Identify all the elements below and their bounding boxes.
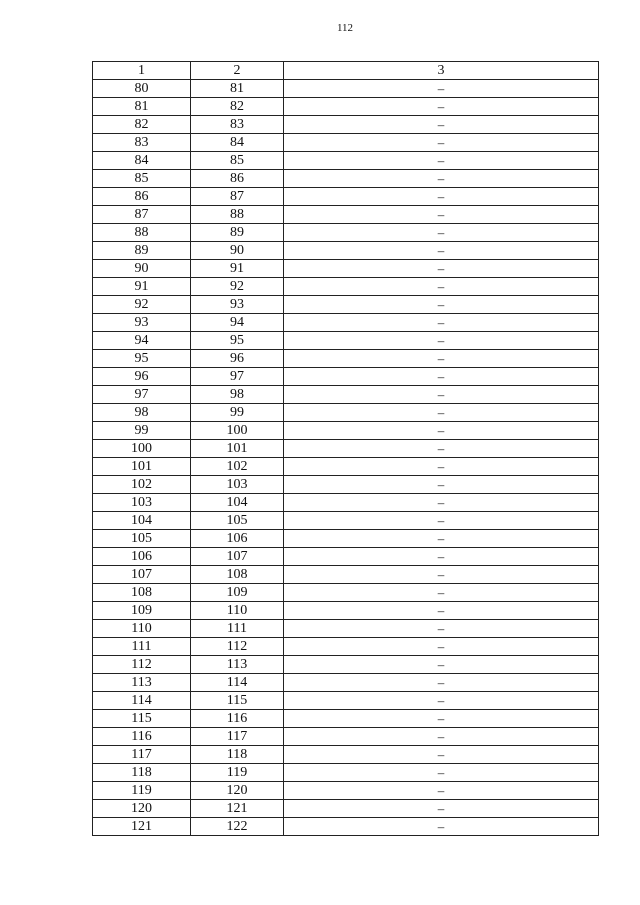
- table-cell-col-2: 120: [191, 782, 284, 800]
- table-cell-col-3: –: [284, 656, 599, 674]
- table-cell-col-3: –: [284, 746, 599, 764]
- table-cell-col-1: 117: [93, 746, 191, 764]
- table-cell-col-2: 97: [191, 368, 284, 386]
- table-cell-col-2: 115: [191, 692, 284, 710]
- table-cell-col-2: 82: [191, 98, 284, 116]
- table-row: [93, 476, 599, 494]
- table-cell-col-2: 117: [191, 728, 284, 746]
- table-cell-col-1: 106: [93, 548, 191, 566]
- table-cell-col-2: 109: [191, 584, 284, 602]
- table-cell-col-1: 121: [93, 818, 191, 836]
- table-cell-col-1: 91: [93, 278, 191, 296]
- table-cell-col-1: 95: [93, 350, 191, 368]
- table-cell-col-2: 111: [191, 620, 284, 638]
- table-cell-col-3: –: [284, 152, 599, 170]
- table-cell-col-2: 105: [191, 512, 284, 530]
- table-cell-col-3: –: [284, 278, 599, 296]
- table-row: [93, 512, 599, 530]
- table-cell-col-2: 99: [191, 404, 284, 422]
- table-cell-col-2: 93: [191, 296, 284, 314]
- table-row: [93, 386, 599, 404]
- data-table: [92, 61, 599, 836]
- table-cell-col-1: 98: [93, 404, 191, 422]
- table-row: [93, 710, 599, 728]
- table-row: [93, 188, 599, 206]
- table-cell-col-3: –: [284, 638, 599, 656]
- table-cell-col-2: 96: [191, 350, 284, 368]
- table-cell-col-1: 104: [93, 512, 191, 530]
- table-cell-col-2: 83: [191, 116, 284, 134]
- table-cell-col-1: 83: [93, 134, 191, 152]
- table-cell-col-3: –: [284, 458, 599, 476]
- table-row: [93, 98, 599, 116]
- table-row: [93, 764, 599, 782]
- table-cell-col-1: 111: [93, 638, 191, 656]
- table-cell-col-1: 115: [93, 710, 191, 728]
- table-cell-col-1: 94: [93, 332, 191, 350]
- table-cell-col-1: 92: [93, 296, 191, 314]
- table-row: [93, 152, 599, 170]
- table-cell-col-3: –: [284, 350, 599, 368]
- table-cell-col-3: –: [284, 674, 599, 692]
- table-cell-col-1: 120: [93, 800, 191, 818]
- table-cell-col-3: –: [284, 710, 599, 728]
- table-cell-col-3: –: [284, 782, 599, 800]
- table-cell-col-3: –: [284, 602, 599, 620]
- table-cell-col-2: 100: [191, 422, 284, 440]
- table-cell-col-2: 88: [191, 206, 284, 224]
- table-cell-col-1: 110: [93, 620, 191, 638]
- table-row: [93, 134, 599, 152]
- column-header-2: 2: [191, 62, 284, 80]
- table-cell-col-3: –: [284, 494, 599, 512]
- table-row: [93, 602, 599, 620]
- table-header: [93, 62, 599, 80]
- table-cell-col-1: 105: [93, 530, 191, 548]
- table-cell-col-3: –: [284, 386, 599, 404]
- table-cell-col-1: 84: [93, 152, 191, 170]
- table-cell-col-2: 108: [191, 566, 284, 584]
- table-row: [93, 746, 599, 764]
- table-cell-col-2: 118: [191, 746, 284, 764]
- table-cell-col-3: –: [284, 260, 599, 278]
- table-cell-col-1: 85: [93, 170, 191, 188]
- table-cell-col-2: 121: [191, 800, 284, 818]
- table-cell-col-1: 99: [93, 422, 191, 440]
- table-cell-col-3: –: [284, 224, 599, 242]
- table-cell-col-1: 93: [93, 314, 191, 332]
- table-cell-col-3: –: [284, 170, 599, 188]
- table-row: [93, 260, 599, 278]
- table-cell-col-2: 101: [191, 440, 284, 458]
- table-cell-col-3: –: [284, 242, 599, 260]
- table-cell-col-1: 81: [93, 98, 191, 116]
- table-row: [93, 440, 599, 458]
- table-row: [93, 620, 599, 638]
- header-row: [93, 62, 599, 80]
- table-row: [93, 170, 599, 188]
- page-number: 112: [336, 22, 354, 34]
- table-cell-col-2: 112: [191, 638, 284, 656]
- table-row: [93, 782, 599, 800]
- table-row: [93, 404, 599, 422]
- table-cell-col-2: 89: [191, 224, 284, 242]
- table-row: [93, 656, 599, 674]
- table-cell-col-3: –: [284, 134, 599, 152]
- table-cell-col-1: 108: [93, 584, 191, 602]
- table-cell-col-3: –: [284, 404, 599, 422]
- table-cell-col-3: –: [284, 530, 599, 548]
- table-row: [93, 278, 599, 296]
- table-cell-col-2: 95: [191, 332, 284, 350]
- table-cell-col-2: 110: [191, 602, 284, 620]
- table-row: [93, 422, 599, 440]
- table-row: [93, 116, 599, 134]
- table-row: [93, 314, 599, 332]
- table-cell-col-2: 86: [191, 170, 284, 188]
- table-row: [93, 296, 599, 314]
- table-cell-col-3: –: [284, 116, 599, 134]
- table-row: [93, 638, 599, 656]
- table-cell-col-3: –: [284, 512, 599, 530]
- table-cell-col-2: 106: [191, 530, 284, 548]
- table-body: [93, 80, 599, 836]
- table-cell-col-3: –: [284, 728, 599, 746]
- table-cell-col-3: –: [284, 98, 599, 116]
- table-cell-col-3: –: [284, 818, 599, 836]
- table-cell-col-2: 103: [191, 476, 284, 494]
- table-cell-col-2: 119: [191, 764, 284, 782]
- table-row: [93, 80, 599, 98]
- table-cell-col-2: 102: [191, 458, 284, 476]
- table-cell-col-1: 97: [93, 386, 191, 404]
- table-row: [93, 458, 599, 476]
- table-cell-col-1: 109: [93, 602, 191, 620]
- table-row: [93, 530, 599, 548]
- table-cell-col-1: 118: [93, 764, 191, 782]
- table-cell-col-1: 90: [93, 260, 191, 278]
- table-cell-col-2: 91: [191, 260, 284, 278]
- table-cell-col-3: –: [284, 188, 599, 206]
- table-cell-col-1: 119: [93, 782, 191, 800]
- table-cell-col-2: 92: [191, 278, 284, 296]
- column-header-1: 1: [93, 62, 191, 80]
- table-cell-col-3: –: [284, 566, 599, 584]
- table-row: [93, 548, 599, 566]
- table-cell-col-3: –: [284, 584, 599, 602]
- table-cell-col-1: 114: [93, 692, 191, 710]
- table-cell-col-2: 85: [191, 152, 284, 170]
- table-row: [93, 584, 599, 602]
- table-cell-col-1: 86: [93, 188, 191, 206]
- table-row: [93, 674, 599, 692]
- table-cell-col-3: –: [284, 206, 599, 224]
- table-row: [93, 224, 599, 242]
- table-cell-col-2: 104: [191, 494, 284, 512]
- table-row: [93, 692, 599, 710]
- table-cell-col-3: –: [284, 476, 599, 494]
- table-cell-col-2: 122: [191, 818, 284, 836]
- table-cell-col-1: 112: [93, 656, 191, 674]
- table-row: [93, 332, 599, 350]
- table-row: [93, 818, 599, 836]
- table-cell-col-3: –: [284, 692, 599, 710]
- table-cell-col-3: –: [284, 764, 599, 782]
- table-cell-col-1: 107: [93, 566, 191, 584]
- table-cell-col-1: 88: [93, 224, 191, 242]
- table-cell-col-1: 102: [93, 476, 191, 494]
- table-cell-col-3: –: [284, 368, 599, 386]
- table-cell-col-1: 80: [93, 80, 191, 98]
- table-cell-col-2: 90: [191, 242, 284, 260]
- table-cell-col-2: 107: [191, 548, 284, 566]
- table-cell-col-3: –: [284, 548, 599, 566]
- table-cell-col-1: 87: [93, 206, 191, 224]
- table-cell-col-1: 82: [93, 116, 191, 134]
- table-cell-col-2: 81: [191, 80, 284, 98]
- table-cell-col-2: 113: [191, 656, 284, 674]
- table-cell-col-2: 98: [191, 386, 284, 404]
- table-row: [93, 728, 599, 746]
- table-cell-col-3: –: [284, 800, 599, 818]
- table-cell-col-2: 114: [191, 674, 284, 692]
- table-cell-col-3: –: [284, 440, 599, 458]
- table-cell-col-1: 89: [93, 242, 191, 260]
- table-cell-col-1: 103: [93, 494, 191, 512]
- table-cell-col-3: –: [284, 620, 599, 638]
- table-row: [93, 350, 599, 368]
- table-cell-col-3: –: [284, 314, 599, 332]
- table-cell-col-1: 100: [93, 440, 191, 458]
- table-cell-col-1: 116: [93, 728, 191, 746]
- table-cell-col-3: –: [284, 332, 599, 350]
- table-row: [93, 206, 599, 224]
- table-cell-col-2: 87: [191, 188, 284, 206]
- table-row: [93, 242, 599, 260]
- table-cell-col-3: –: [284, 296, 599, 314]
- column-header-3: 3: [284, 62, 599, 80]
- table-cell-col-2: 116: [191, 710, 284, 728]
- table-cell-col-3: –: [284, 80, 599, 98]
- table-cell-col-1: 113: [93, 674, 191, 692]
- table-cell-col-1: 101: [93, 458, 191, 476]
- table-row: [93, 566, 599, 584]
- table-row: [93, 368, 599, 386]
- table-cell-col-1: 96: [93, 368, 191, 386]
- table-row: [93, 800, 599, 818]
- table-cell-col-2: 94: [191, 314, 284, 332]
- table-cell-col-3: –: [284, 422, 599, 440]
- table-cell-col-2: 84: [191, 134, 284, 152]
- table-row: [93, 494, 599, 512]
